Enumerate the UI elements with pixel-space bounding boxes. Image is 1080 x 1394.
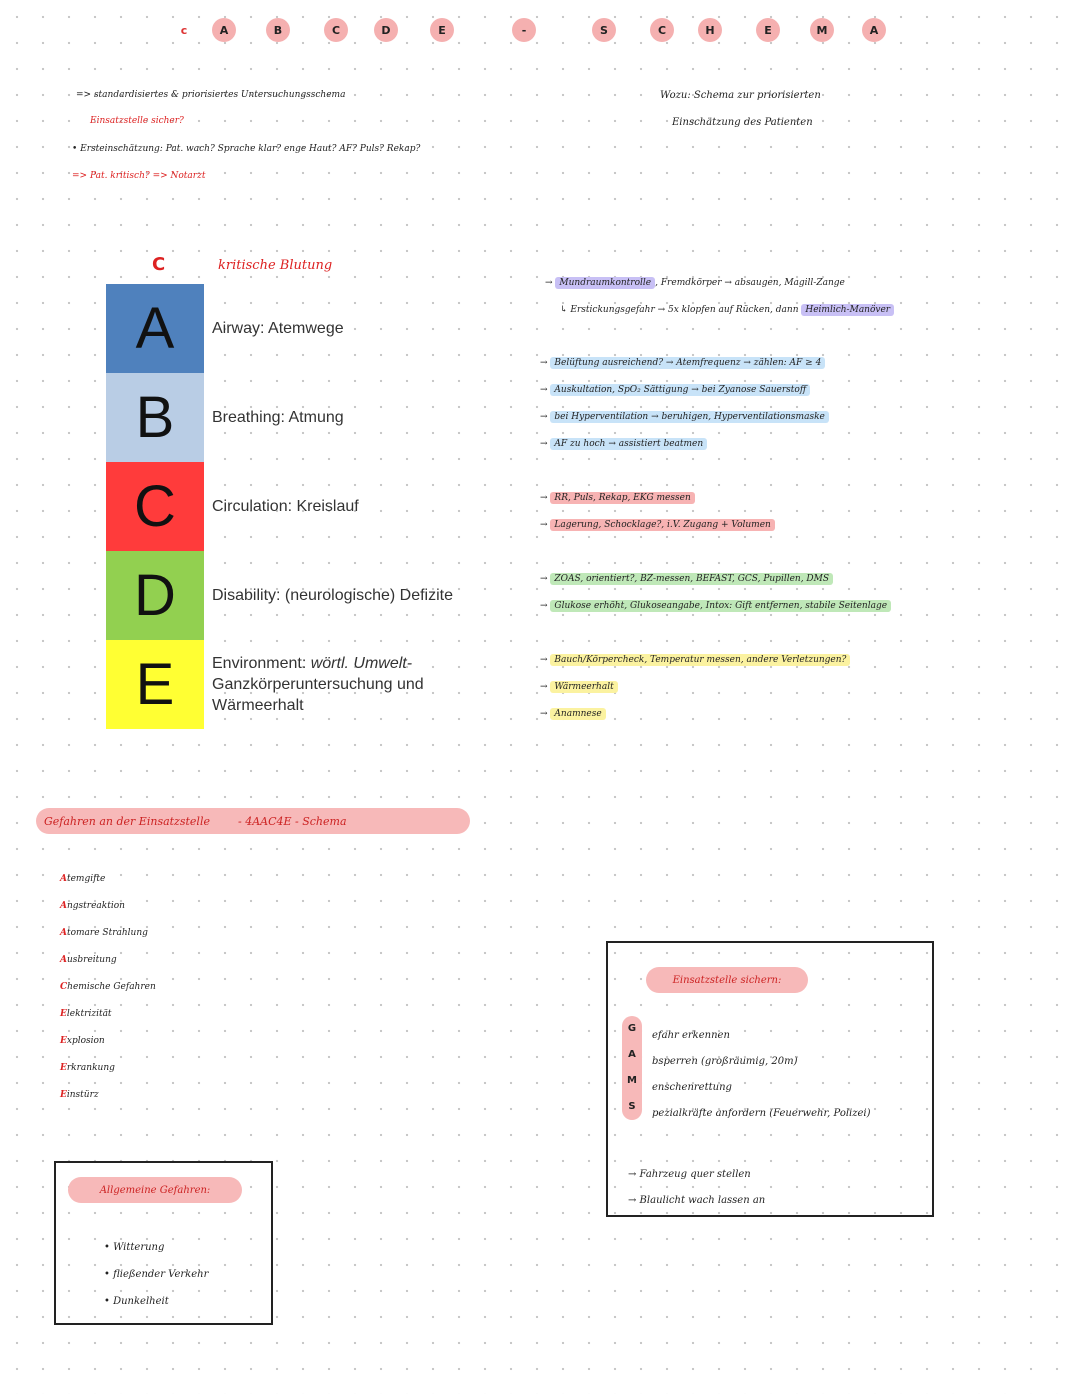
abcde-letter: C — [106, 462, 204, 551]
danger-letter: E — [60, 1090, 67, 1100]
abcde-label: Disability: (neurologische) Defizite — [212, 587, 453, 604]
danger-letter: E — [60, 1063, 67, 1073]
note-prefix: → — [540, 520, 548, 530]
abcde-row-d — [106, 551, 526, 640]
note-text: AF zu hoch → assistiert beatmen — [550, 438, 707, 450]
header-letter: S — [592, 18, 616, 42]
gams-letter: A — [628, 1049, 636, 1060]
danger-text: tomare Strahlung — [66, 928, 148, 938]
danger-text: ngstreaktion — [66, 901, 125, 911]
note-text: Lagerung, Schocklage?, i.V. Zugang + Volumen — [550, 519, 774, 531]
abcde-table — [106, 284, 526, 729]
c-critical-heading: kritische Blutung — [218, 258, 333, 273]
gams-letter: M — [627, 1075, 637, 1086]
header-letter: D — [374, 18, 398, 42]
note-b-2 — [540, 385, 810, 395]
gams-letter: S — [628, 1101, 636, 1112]
note-line: => standardisiertes & priorisiertes Untersuchungsschema — [76, 90, 346, 100]
abcde-label-prefix: Environment: — [212, 655, 311, 672]
danger-letter: E — [60, 1036, 67, 1046]
danger-item — [60, 1001, 156, 1028]
note-text: Bauch/Körpercheck, Temperatur messen, andere Verletzungen? — [550, 654, 850, 666]
header-letter: - — [512, 18, 536, 42]
note-prefix: → — [540, 385, 548, 395]
note-prefix: → — [540, 493, 548, 503]
gams-letter-column — [622, 1016, 642, 1120]
danger-item — [60, 1055, 156, 1082]
header-letter-row — [170, 18, 890, 48]
note-prefix: → — [540, 655, 548, 665]
note-text: bei Hyperventilation → beruhigen, Hyperventilationsmaske — [550, 411, 828, 423]
abcde-label-italic: wörtl. Umwelt- — [310, 655, 413, 672]
dangers-heading-left: Gefahren an der Einsatzstelle — [44, 814, 210, 828]
note-highlight: Heimlich-Manöver — [801, 304, 894, 316]
note-prefix: ↳ — [560, 305, 568, 315]
note-e-3 — [540, 709, 606, 719]
note-highlight: Mundraumkontrolle — [555, 277, 655, 289]
note-text: Erstickungsgefahr → 5x klopfen auf Rücken, dann — [570, 305, 799, 315]
abcde-letter: E — [106, 640, 204, 729]
gams-item: efahr erkennen — [652, 1030, 730, 1041]
note-text: ZOAS, orientiert?, BZ-messen, BEFAST, GCS, Pupillen, DMS — [550, 573, 833, 585]
gams-item: enschenrettung — [652, 1082, 732, 1093]
c-critical-letter: C — [152, 254, 166, 275]
note-b-4 — [540, 439, 707, 449]
note-line: Einsatzstelle sicher? — [90, 116, 184, 126]
danger-item — [60, 866, 156, 893]
gams-note: → Blaulicht wach lassen an — [628, 1195, 766, 1206]
danger-letter: A — [60, 955, 67, 965]
dangers-heading — [36, 808, 470, 834]
abcde-label: Circulation: Kreislauf — [212, 498, 359, 515]
header-letter: A — [212, 18, 236, 42]
note-prefix: → — [540, 439, 548, 449]
abcde-letter: D — [106, 551, 204, 640]
note-prefix: → — [540, 358, 548, 368]
header-letter: C — [650, 18, 674, 42]
danger-text: hemische Gefahren — [67, 982, 156, 992]
note-c-2 — [540, 520, 775, 530]
abcde-row-a — [106, 284, 526, 373]
general-danger-text: fließender Verkehr — [113, 1269, 209, 1280]
note-prefix: → — [540, 601, 548, 611]
abcde-letter: A — [106, 284, 204, 373]
note-text: Belüftung ausreichend? → Atemfrequenz → zählen: AF ≥ 4 — [550, 357, 825, 369]
abcde-label-rest: Ganzkörperuntersuchung und Wärmeerhalt — [212, 676, 424, 714]
note-d-1 — [540, 574, 833, 584]
note-c-1 — [540, 493, 695, 503]
note-prefix: → — [540, 682, 548, 692]
note-prefix: → — [545, 278, 553, 288]
danger-text: usbreitung — [66, 955, 117, 965]
danger-letter: A — [60, 874, 67, 884]
note-d-2 — [540, 601, 891, 611]
header-letter: A — [862, 18, 886, 42]
note-line: => Pat. kritisch? => Notarzt — [72, 171, 206, 181]
dangers-heading-right: - 4AAC4E - Schema — [237, 814, 347, 828]
danger-item — [60, 1082, 156, 1109]
abcde-label: Breathing: Atmung — [212, 409, 344, 426]
danger-text: lektrizität — [66, 1009, 112, 1019]
note-prefix: → — [540, 412, 548, 422]
general-danger-item: • Dunkelheit — [104, 1296, 169, 1307]
gams-title: Einsatzstelle sichern: — [646, 967, 808, 993]
general-dangers-list — [104, 1234, 208, 1315]
danger-letter: E — [60, 1009, 67, 1019]
header-letter: C — [324, 18, 348, 42]
note-purpose-line2: Einschätzung des Patienten — [672, 117, 813, 128]
general-danger-item: • fließender Verkehr — [104, 1269, 209, 1280]
note-text: Glukose erhöht, Glukoseangabe, Intox: Gift entfernen, stabile Seitenlage — [550, 600, 891, 612]
note-text: Anamnese — [550, 708, 605, 720]
gams-item: pezialkräfte anfordern (Feuerwehr, Polizei) — [652, 1108, 871, 1119]
danger-letter: A — [60, 928, 67, 938]
header-letter: E — [430, 18, 454, 42]
abcde-label: Airway: Atemwege — [212, 320, 344, 337]
note-b-1 — [540, 358, 825, 368]
gams-item: bsperren (großräumig, 20m) — [652, 1056, 798, 1067]
header-letter: E — [756, 18, 780, 42]
general-danger-text: Witterung — [113, 1242, 165, 1253]
danger-item — [60, 947, 156, 974]
abcde-letter: B — [106, 373, 204, 462]
danger-text: rkrankung — [66, 1063, 115, 1073]
danger-item — [60, 893, 156, 920]
note-prefix: → — [540, 709, 548, 719]
note-e-1 — [540, 655, 850, 665]
note-a-2 — [560, 305, 894, 315]
abcde-row-b — [106, 373, 526, 462]
note-text: RR, Puls, Rekap, EKG messen — [550, 492, 694, 504]
dangers-list — [60, 866, 156, 1109]
danger-text: temgifte — [66, 874, 106, 884]
abcde-label — [212, 653, 452, 716]
abcde-row-e — [106, 640, 526, 729]
danger-letter: C — [60, 982, 68, 992]
gams-notes — [628, 1162, 765, 1214]
header-letter: M — [810, 18, 834, 42]
note-a-1 — [545, 278, 845, 288]
danger-letter: A — [60, 901, 67, 911]
general-danger-item: • Witterung — [104, 1242, 165, 1253]
danger-item — [60, 1028, 156, 1055]
abcde-row-c — [106, 462, 526, 551]
danger-text: instürz — [66, 1090, 99, 1100]
header-letter: B — [266, 18, 290, 42]
note-b-3 — [540, 412, 829, 422]
gams-letter: G — [627, 1023, 637, 1034]
note-e-2 — [540, 682, 618, 692]
danger-text: xplosion — [66, 1036, 105, 1046]
note-text: , Fremdkörper → absaugen, Magill-Zange — [655, 278, 845, 288]
gams-items — [652, 1023, 871, 1127]
gams-note: → Fahrzeug quer stellen — [628, 1169, 751, 1180]
general-dangers-title: Allgemeine Gefahren: — [68, 1177, 242, 1203]
danger-item — [60, 974, 156, 1001]
general-danger-text: Dunkelheit — [113, 1296, 169, 1307]
header-letter: c — [180, 23, 188, 37]
note-text: Wärmeerhalt — [550, 681, 617, 693]
header-letter: H — [698, 18, 722, 42]
note-purpose-line1: Wozu: Schema zur priorisierten — [660, 90, 821, 101]
note-line: • Ersteinschätzung: Pat. wach? Sprache klar? enge Haut? AF? Puls? Rekap? — [72, 144, 421, 154]
note-prefix: → — [540, 574, 548, 584]
note-text: Auskultation, SpO₂ Sättigung → bei Zyanose Sauerstoff — [550, 384, 810, 396]
danger-item — [60, 920, 156, 947]
